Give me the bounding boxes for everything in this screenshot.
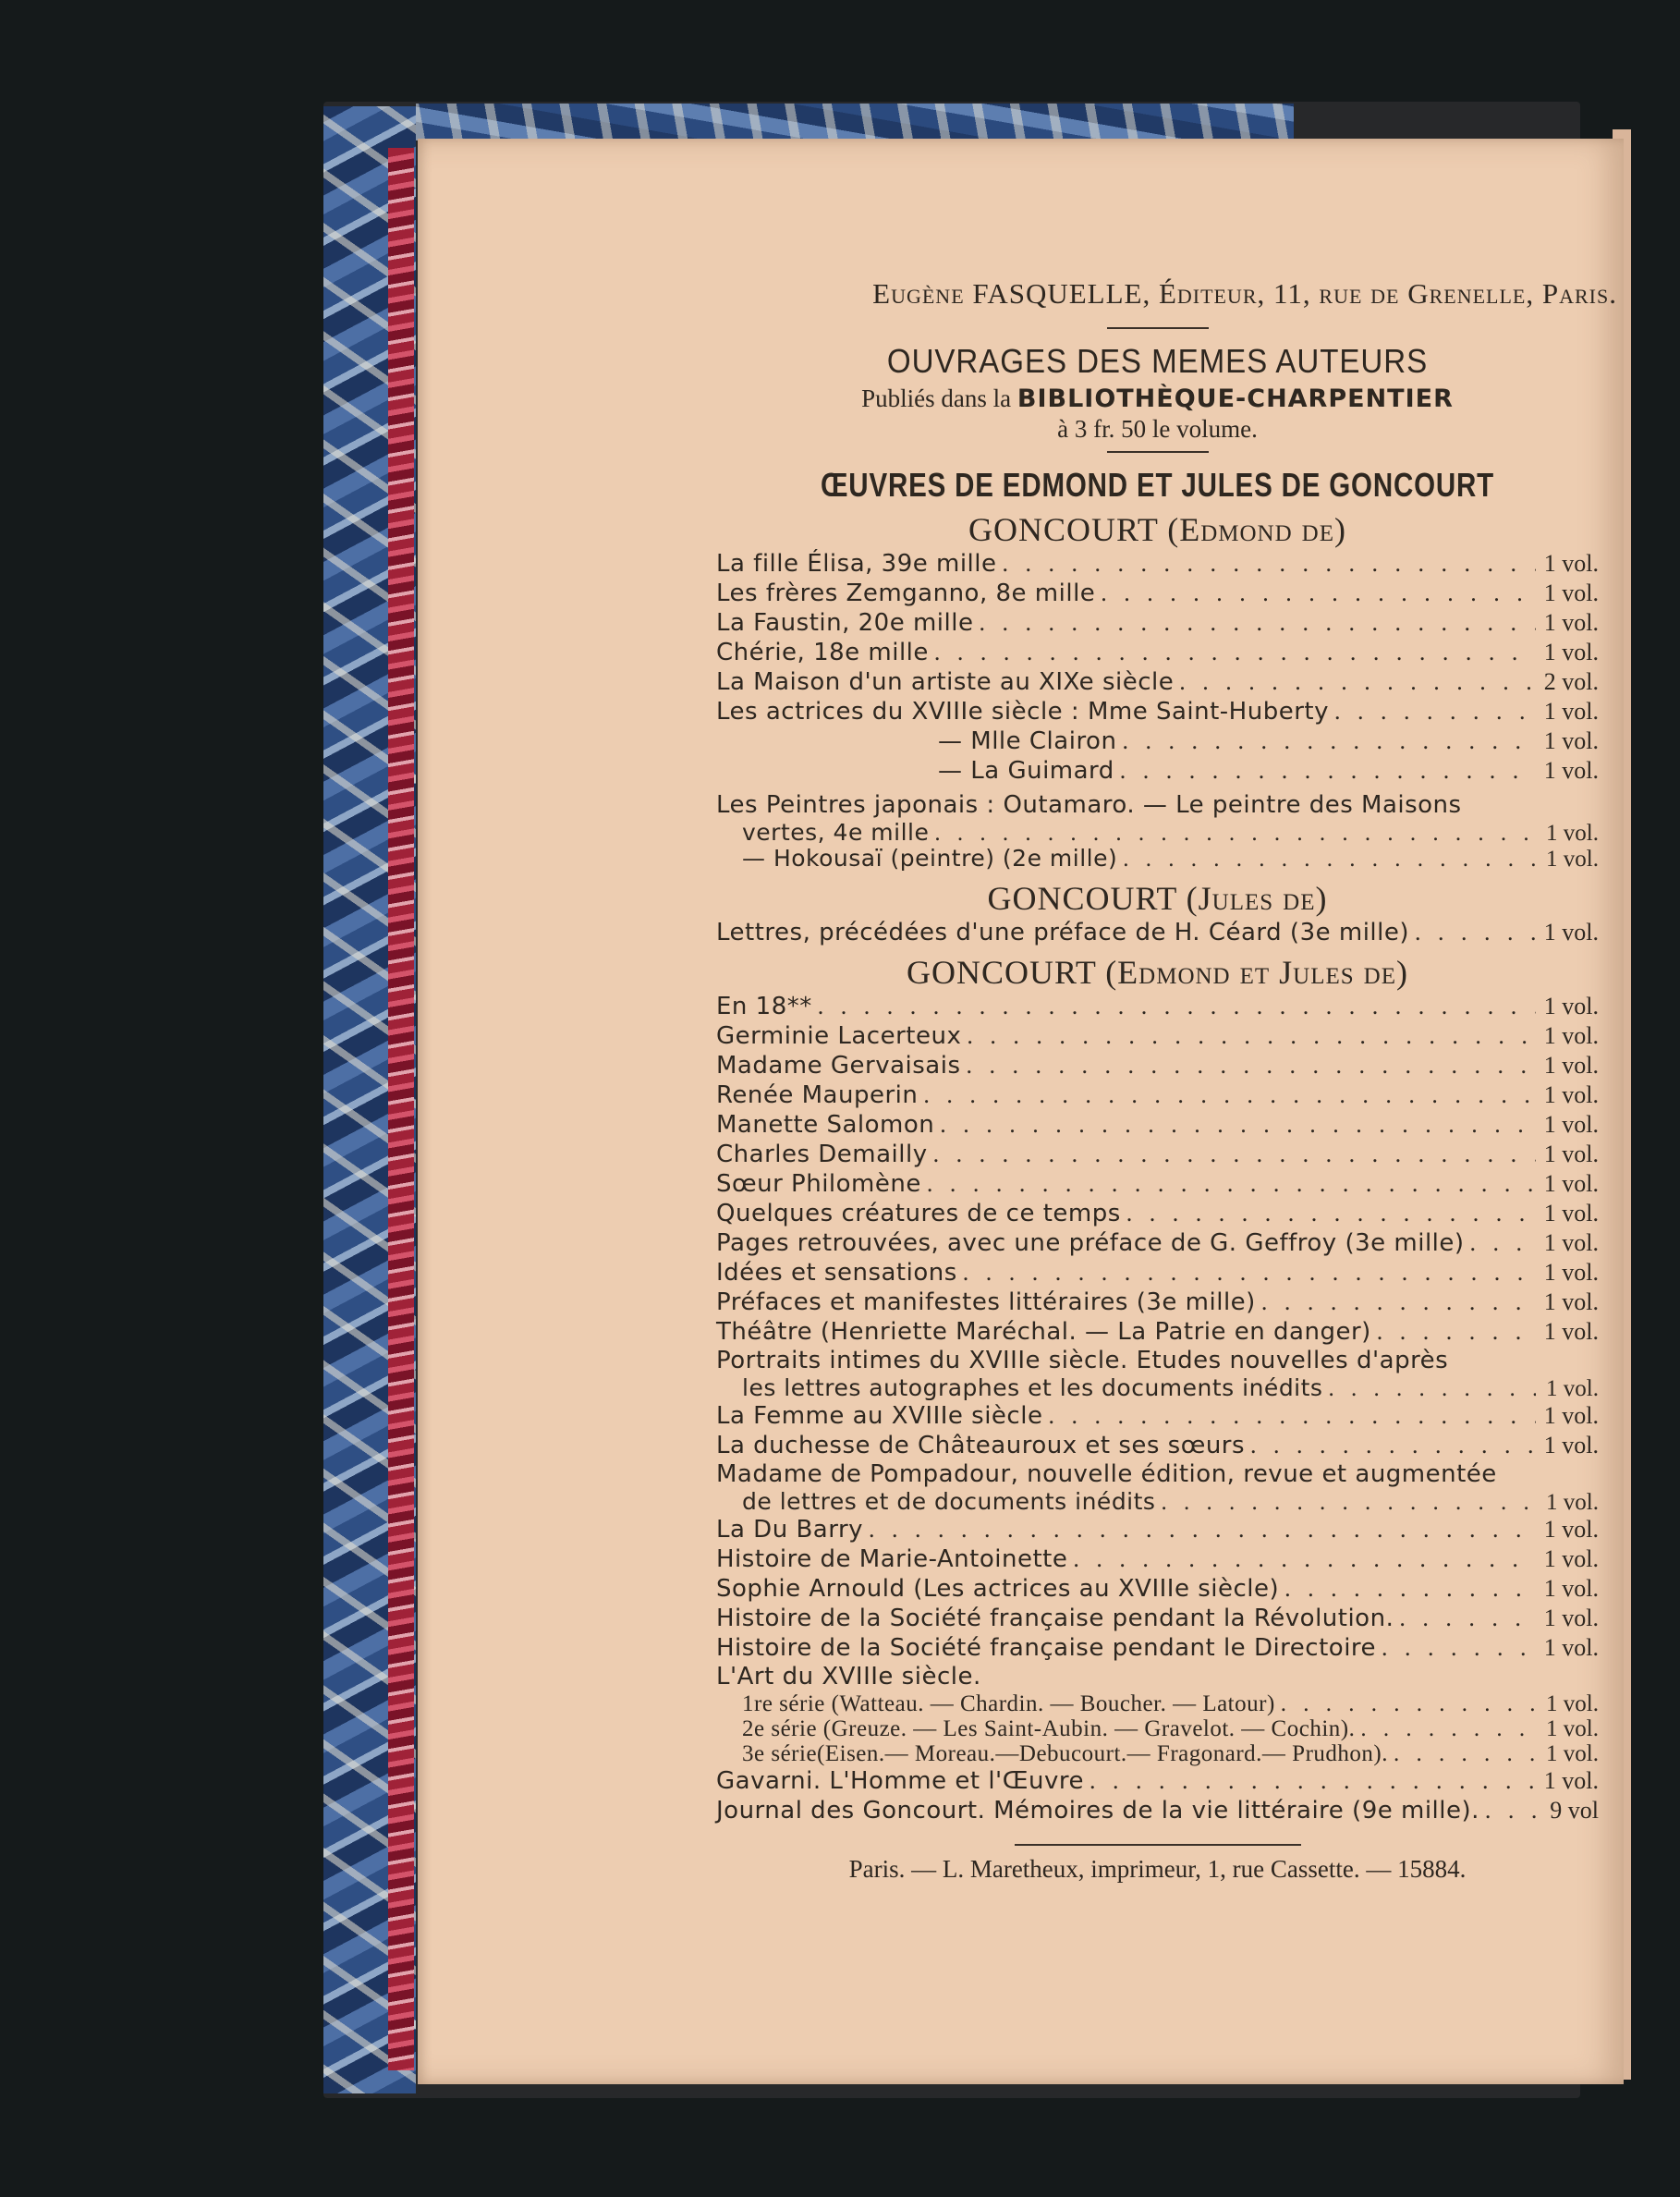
printer-footer: Paris. — L. Maretheux, imprimeur, 1, rue Cassette. — 15884. <box>848 1855 1467 1883</box>
entry-vol: 1 vol. <box>1543 1259 1599 1286</box>
entry-vol: 1 vol. <box>1543 580 1599 606</box>
list-item <box>716 1716 1599 1741</box>
entry-vol: 1 vol. <box>1543 1081 1599 1108</box>
page-text <box>716 277 1617 1884</box>
entry-title: Madame Gervaisais <box>716 1052 961 1080</box>
list-item <box>716 918 1599 947</box>
entry-title: — Hokousaï (peintre) (2e mille) <box>742 845 1118 872</box>
entry-vol: 1 vol. <box>1543 698 1599 725</box>
list-item <box>716 579 1599 608</box>
list-item <box>716 1375 1599 1401</box>
list-item <box>716 846 1599 872</box>
section-heading-jules: GONCOURT (Jules de) <box>987 880 1328 917</box>
list-item <box>716 1228 1599 1258</box>
list-item <box>716 1633 1599 1663</box>
entry-vol: 1 vol. <box>1546 1376 1599 1401</box>
entry-vol: 1 vol. <box>1543 1288 1599 1315</box>
entry-vol: 1 vol. <box>1543 609 1599 636</box>
entry-title: Histoire de la Société française pendant le Directoire <box>716 1634 1377 1662</box>
entry-title: Les frères Zemganno, 8e mille <box>716 580 1096 607</box>
list-item <box>716 667 1599 697</box>
entry-title: Théâtre (Henriette Maréchal. — La Patrie en danger) <box>716 1318 1371 1346</box>
entry-vol: 1 vol. <box>1546 847 1599 872</box>
entry-title: Lettres, précédées d'une préface de H. Céard (3e mille) <box>716 919 1410 946</box>
entry-title: Les actrices du XVIIIe siècle : Mme Saint-Huberty <box>716 698 1329 726</box>
entry-vol: 1 vol. <box>1543 919 1599 946</box>
list-item <box>716 1741 1599 1766</box>
main-title: ŒUVRES DE EDMOND ET JULES DE GONCOURT <box>820 466 1495 504</box>
entry-title: La Faustin, 20e mille <box>716 609 974 637</box>
entry-vol: 1 vol. <box>1543 1545 1599 1572</box>
marbled-endpaper-top <box>416 104 1294 140</box>
entry-title: La fille Élisa, 39e mille <box>716 550 997 578</box>
entry-title: La Maison d'un artiste au XIXe siècle <box>716 668 1175 696</box>
entry-vol: 1 vol. <box>1543 1432 1599 1459</box>
entry-title: Journal des Goncourt. Mémoires de la vie littéraire (9e mille). <box>716 1797 1479 1825</box>
entry-vol: 1 vol. <box>1543 1634 1599 1661</box>
entry-title: 2e série (Greuze. — Les Saint-Aubin. — Gravelot. — Cochin). <box>742 1716 1356 1741</box>
list-item <box>716 791 1599 820</box>
entry-title: Idées et sensations <box>716 1259 957 1287</box>
entry-vol: 1 vol. <box>1543 1318 1599 1345</box>
entry-title: Madame de Pompadour, nouvelle édition, revue et augmentée <box>716 1460 1497 1488</box>
list-item <box>716 1663 1599 1691</box>
list-item <box>716 1489 1599 1515</box>
list-item <box>716 1021 1599 1051</box>
page-edge-red <box>388 148 414 2070</box>
list-item <box>716 1604 1599 1633</box>
entry-vol: 1 vol. <box>1543 1402 1599 1429</box>
list-item <box>716 1317 1599 1347</box>
entry-vol: 1 vol. <box>1543 1229 1599 1256</box>
entry-vol: 2 vol. <box>1543 668 1599 695</box>
list-item <box>716 1515 1599 1544</box>
list-item <box>716 992 1599 1021</box>
intro-line1 <box>716 384 1599 413</box>
list-item <box>716 608 1599 638</box>
section-heading-edmond: GONCOURT (Edmond de) <box>968 511 1346 548</box>
entry-vol: 1 vol. <box>1546 1741 1599 1766</box>
list-item <box>716 1401 1599 1431</box>
list-item <box>716 638 1599 667</box>
entry-vol: 1 vol. <box>1543 1575 1599 1602</box>
entry-vol: 1 vol. <box>1546 1691 1599 1716</box>
list-item <box>716 1766 1599 1796</box>
entry-title: — La Guimard <box>938 757 1114 785</box>
entry-title: Histoire de Marie-Antoinette <box>716 1545 1068 1573</box>
list-item <box>716 1544 1599 1574</box>
list-item <box>716 1431 1599 1460</box>
entry-vol: 1 vol. <box>1543 1200 1599 1227</box>
entry-title: de lettres et de documents inédits <box>742 1488 1156 1515</box>
list-item <box>716 1140 1599 1169</box>
section-heading-both: GONCOURT (Edmond et Jules de) <box>907 954 1408 991</box>
intro-title: OUVRAGES DES MEMES AUTEURS <box>886 342 1429 380</box>
entry-vol: 1 vol. <box>1543 550 1599 577</box>
entry-title: La Femme au XVIIIe siècle <box>716 1402 1043 1430</box>
entry-vol: 1 vol. <box>1546 1490 1599 1515</box>
rule <box>1107 327 1209 329</box>
list-item <box>716 697 1599 726</box>
entry-vol: 1 vol. <box>1543 1022 1599 1049</box>
entry-title: Manette Salomon <box>716 1111 935 1139</box>
intro-line1-a: Publiés dans la <box>861 384 1012 412</box>
entry-vol: 1 vol. <box>1543 727 1599 754</box>
rule <box>1015 1844 1301 1846</box>
entry-title: vertes, 4e mille <box>742 819 930 846</box>
entry-vol: 1 vol. <box>1546 821 1599 846</box>
list-item <box>716 1796 1599 1825</box>
list-item <box>716 1288 1599 1317</box>
intro-line1-b: BIBLIOTHÈQUE-CHARPENTIER <box>1017 384 1454 413</box>
list-item <box>716 1691 1599 1716</box>
entry-title: les lettres autographes et les documents inédits <box>742 1374 1323 1401</box>
entry-vol: 9 vol <box>1550 1797 1599 1824</box>
entry-vol: 1 vol. <box>1543 639 1599 665</box>
list-item <box>716 726 1599 756</box>
entry-title: L'Art du XVIIIe siècle. <box>716 1663 981 1690</box>
entry-title: Charles Demailly <box>716 1141 928 1168</box>
list-item <box>716 1110 1599 1140</box>
edmond-list <box>716 549 1599 872</box>
list-item <box>716 1051 1599 1080</box>
entry-title: La duchesse de Châteauroux et ses sœurs <box>716 1432 1246 1459</box>
list-item <box>716 1080 1599 1110</box>
entry-title: La Du Barry <box>716 1516 864 1544</box>
list-item <box>716 1347 1599 1375</box>
entry-vol: 1 vol. <box>1543 1516 1599 1543</box>
list-item <box>716 1460 1599 1489</box>
entry-title: Chérie, 18e mille <box>716 639 929 666</box>
entry-vol: 1 vol. <box>1543 993 1599 1019</box>
list-item <box>716 549 1599 579</box>
entry-title: Renée Mauperin <box>716 1081 919 1109</box>
entry-title: Germinie Lacerteux <box>716 1022 962 1050</box>
intro-line2: à 3 fr. 50 le volume. <box>1057 415 1258 443</box>
list-item <box>716 1258 1599 1288</box>
entry-title: Pages retrouvées, avec une préface de G. Geffroy (3e mille) <box>716 1229 1465 1257</box>
entry-title: Gavarni. L'Homme et l'Œuvre <box>716 1767 1084 1795</box>
entry-vol: 1 vol. <box>1543 1605 1599 1631</box>
entry-title: Préfaces et manifestes littéraires (3e mille) <box>716 1288 1256 1316</box>
entry-title: Les Peintres japonais : Outamaro. — Le peintre des Maisons <box>716 791 1462 819</box>
entry-vol: 1 vol. <box>1543 757 1599 784</box>
entry-vol: 1 vol. <box>1546 1716 1599 1741</box>
publisher-header: Eugène FASQUELLE, Éditeur, 11, rue de Grenelle, Paris. <box>872 277 1617 310</box>
entry-title: Sœur Philomène <box>716 1170 921 1198</box>
entry-title: Histoire de la Société française pendant la Révolution. <box>716 1605 1394 1632</box>
list-item <box>716 1169 1599 1199</box>
entry-title: Sophie Arnould (Les actrices au XVIIIe siècle) <box>716 1575 1280 1603</box>
entry-title: 3e série(Eisen.— Moreau.—Debucourt.— Fragonard.— Prudhon). <box>742 1741 1388 1766</box>
list-item <box>716 820 1599 846</box>
entry-vol: 1 vol. <box>1543 1170 1599 1197</box>
entry-vol: 1 vol. <box>1543 1111 1599 1138</box>
entry-vol: 1 vol. <box>1543 1052 1599 1079</box>
entry-vol: 1 vol. <box>1543 1767 1599 1794</box>
entry-title: — Mlle Clairon <box>938 727 1117 755</box>
entry-title: Portraits intimes du XVIIIe siècle. Etudes nouvelles d'après <box>716 1347 1449 1374</box>
both-list <box>716 992 1599 1825</box>
entry-vol: 1 vol. <box>1543 1141 1599 1167</box>
list-item <box>716 1199 1599 1228</box>
entry-title: En 18** <box>716 993 812 1020</box>
rule <box>1107 451 1209 453</box>
entry-title: 1re série (Watteau. — Chardin. — Boucher. — Latour) <box>742 1691 1275 1716</box>
list-item <box>716 1574 1599 1604</box>
list-item <box>716 756 1599 786</box>
entry-title: Quelques créatures de ce temps <box>716 1200 1121 1227</box>
